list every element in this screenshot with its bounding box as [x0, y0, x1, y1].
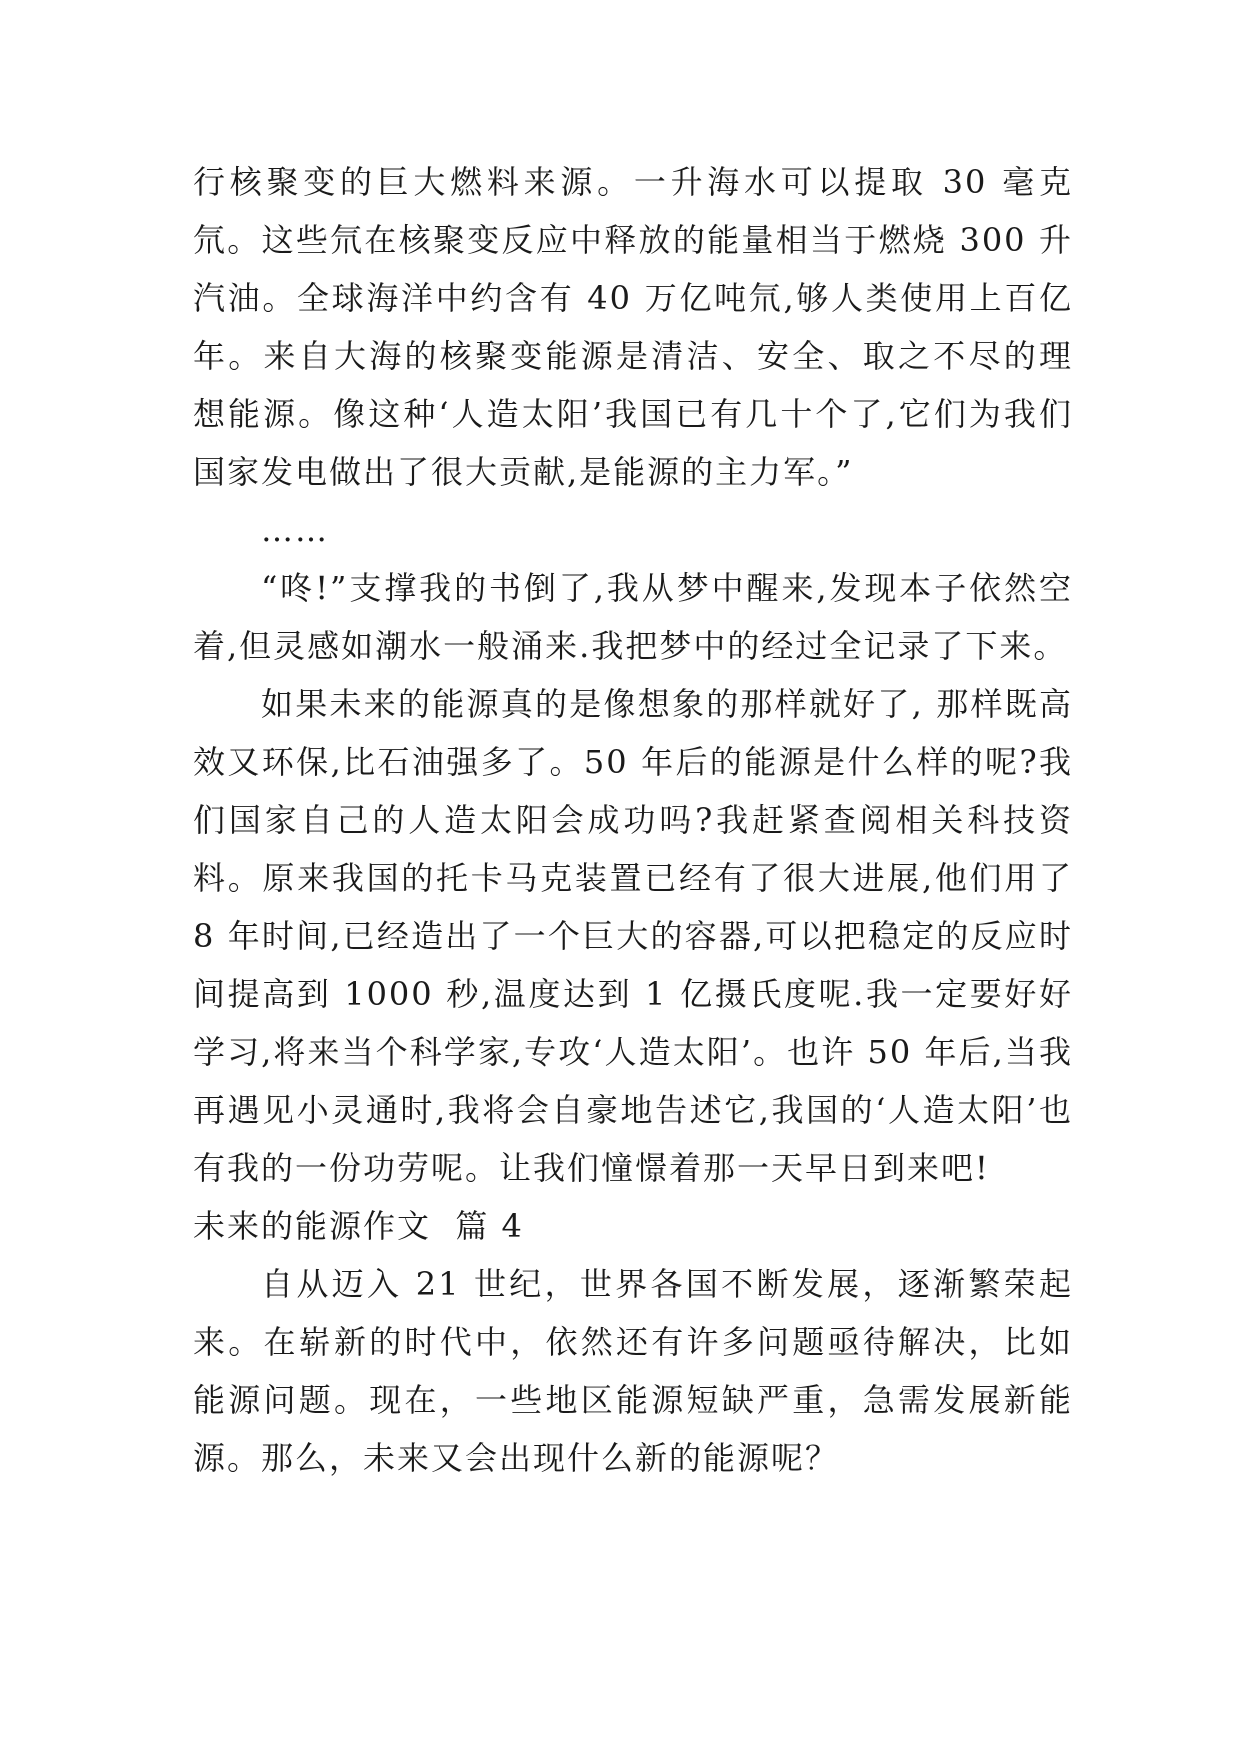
paragraph-ellipsis: ……: [261, 511, 329, 549]
paragraph-future-energy: 如果未来的能源真的是像想象的那样就好了, 那样既高效又环保,比石油强多了。50 年后的能源是什么样的呢?我们国家自己的人造太阳会成功吗?我赶紧查阅相关科技资料。原来我国的托卡马克装置已经有了很大进展,他们用了 8 年时间,已经造出了一个巨大的容器,可以把稳定的反应时间提高到 1000 秒,温度达到 1 亿摄氏度呢.我一定要好好学习,将来当个科学家,专攻‘人造太阳’。也许 50 年后,当我再遇见小灵通时,我将会自豪地告述它,我国的‘人造太阳’也有我的一份功劳呢。让我们憧憬着那一天早日到来吧!: [193, 685, 1073, 1187]
paragraph-waking-up: “咚!”支撑我的书倒了,我从梦中醒来,发现本子依然空着,但灵感如潮水一般涌来.我把梦中的经过全记录了下来。: [193, 569, 1073, 665]
paragraph-essay-4-intro: 自从迈入 21 世纪，世界各国不断发展，逐渐繁荣起来。在崭新的时代中，依然还有许多问题亟待解决，比如能源问题。现在，一些地区能源短缺严重，急需发展新能源。那么，未来又会出现什么新的能源呢？: [193, 1265, 1073, 1477]
document-body: [193, 153, 1073, 1487]
paragraph-nuclear-fusion: 行核聚变的巨大燃料来源。一升海水可以提取 30 毫克氘。这些氘在核聚变反应中释放的能量相当于燃烧 300 升汽油。全球海洋中约含有 40 万亿吨氘,够人类使用上百亿年。来自大海的核聚变能源是清洁、安全、取之不尽的理想能源。像这种‘人造太阳’我国已有几十个了,它们为我们国家发电做出了很大贡献,是能源的主力军。”: [193, 163, 1073, 491]
section-heading: 未来的能源作文 篇 4: [193, 1207, 524, 1245]
